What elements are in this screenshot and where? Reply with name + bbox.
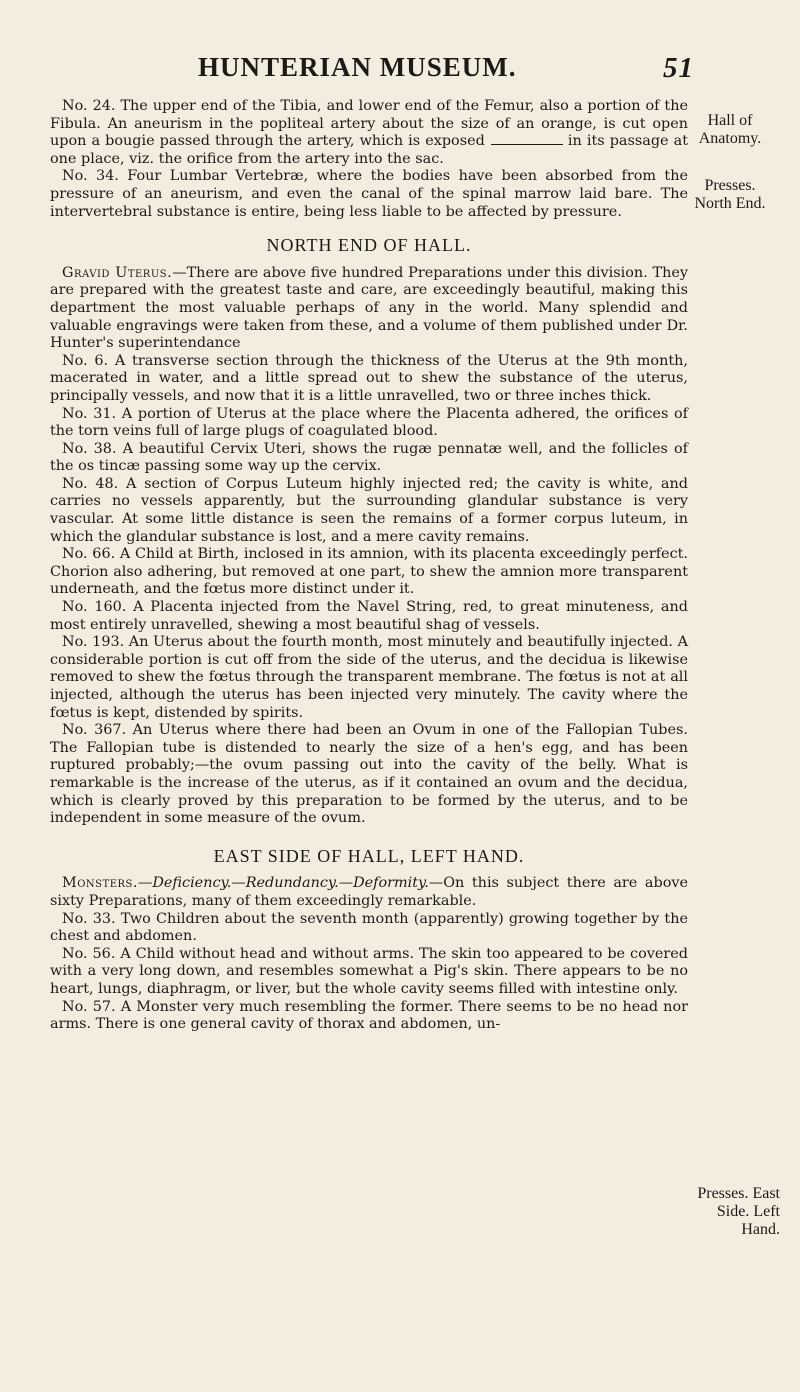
catalogue-entry: No. 33. Two Children about the seventh month (apparently) growing together by the chest and abdomen. bbox=[50, 910, 688, 945]
section-intro-east-italic: —Deficiency.—Redundancy.—Deformity. bbox=[137, 875, 429, 892]
catalogue-entry: No. 31. A portion of Uterus at the place where the Placenta adhered, the orifices of the torn veins full of large plugs of coagulated blood. bbox=[50, 405, 688, 440]
section-intro-north bbox=[50, 265, 688, 353]
page-number: 51 bbox=[663, 52, 694, 84]
entry-24-text-end: in its passage at one place, viz. the orifice from the artery into the sac. bbox=[50, 133, 689, 167]
margin-note-presses-north-end: Presses. North End. bbox=[694, 177, 766, 212]
page-body bbox=[50, 98, 688, 1034]
catalogue-entry: No. 57. A Monster very much resembling the former. There seems to be no head nor arms. There is one general cavity of thorax and abdomen, un- bbox=[50, 998, 688, 1033]
section-label-monsters: Monsters. bbox=[62, 875, 138, 892]
entry-24-text: No. 24. The upper end of the Tibia, and lower end of the Femur, also a portion of the Fibula. An aneurism in the popliteal artery about the size of an orange, is cut open upon a bougie passed through the artery, which is exposed bbox=[50, 98, 688, 150]
catalogue-entry: No. 66. A Child at Birth, inclosed in its amnion, with its placenta exceedingly perfect. Chorion also adhering, but removed at one part, to shew the amnion more transparent underneath, and the fœtus more distinct under it. bbox=[50, 546, 688, 598]
catalogue-entry: No. 367. An Uterus where there had been an Ovum in one of the Fallopian Tubes. The Fallopian tube is distended to nearly the size of a hen's egg, and has been ruptured probably;—the ovum passing out into the cavity of the belly. What is remarkable is the increase of the uterus, as if it contained an ovum and the decidua, which is clearly proved by this preparation to be formed by the uterus, and to be independent in some measure of the ovum. bbox=[50, 722, 688, 827]
catalogue-entry: No. 56. A Child without head and without arms. The skin too appeared to be covered with a very long down, and resembles somewhat a Pig's skin. There appears to be no heart, lungs, diaphragm, or liver, but the whole cavity seems filled with intestine only. bbox=[50, 945, 688, 997]
catalogue-entry: No. 38. A beautiful Cervix Uteri, shows the rugæ pennatæ well, and the follicles of the os tincæ passing some way up the cervix. bbox=[50, 440, 688, 475]
section-intro-east-text: —On this subject there are above sixty Preparations, many of them exceedingly remarkable. bbox=[50, 875, 688, 909]
catalogue-entry: No. 193. An Uterus about the fourth month, most minutely and beautifully injected. A considerable portion is cut off from the side of the uterus, and the decidua is likewise removed to shew the fœtus through the transparent membrane. The fœtus is not at all injected, although the uterus has been injected very minutely. The cavity where the fœtus is kept, distended by spirits. bbox=[50, 634, 688, 721]
section-intro-north-text: —There are above five hundred Preparations under this division. They are prepared with the greatest taste and care, are exceedingly beautiful, making this department the most valuable perhaps of any in the world. Many splendid and valuable engravings were taken from these, and a volume of them published under Dr. Hunter's superintendance bbox=[50, 264, 688, 352]
entry-34: No. 34. Four Lumbar Vertebræ, where the bodies have been absorbed from the pressure of an aneurism, and even the canal of the spinal marrow laid bare. The intervertebral substance is entire, being less liable to be affected by pressure. bbox=[50, 168, 688, 220]
catalogue-entry: No. 160. A Placenta injected from the Navel String, red, to great minuteness, and most entirely unravelled, shewing a most beautiful shag of vessels. bbox=[50, 599, 688, 633]
catalogue-entry: No. 48. A section of Corpus Luteum highly injected red; the cavity is white, and carries no vessels apparently, but the surrounding glandular substance is very vascular. At some little distance is seen the remains of a former corpus luteum, in which the glandular substance is lost, and a mere cavity remains. bbox=[50, 475, 688, 545]
section-heading-east: EAST SIDE OF HALL, LEFT HAND. bbox=[213, 845, 525, 866]
rule-line bbox=[491, 144, 563, 145]
section-label-gravid-uterus: Gravid Uterus. bbox=[62, 264, 173, 281]
section-heading-north: NORTH END OF HALL. bbox=[266, 235, 472, 256]
entry-24 bbox=[50, 98, 688, 168]
margin-note-hall-of-anatomy: Hall of Anatomy. bbox=[698, 112, 762, 147]
margin-note-presses-east-side: Presses. East Side. Left Hand. bbox=[697, 1185, 780, 1238]
catalogue-entry: No. 6. A transverse section through the thickness of the Uterus at the 9th month, macerated in water, and a little spread out to shew the substance of the uterus, principally vessels, and now that it is a little unravelled, two or three inches thick. bbox=[50, 352, 688, 404]
section-intro-east bbox=[50, 875, 688, 910]
page-header-title: HUNTERIAN MUSEUM. bbox=[198, 52, 517, 82]
